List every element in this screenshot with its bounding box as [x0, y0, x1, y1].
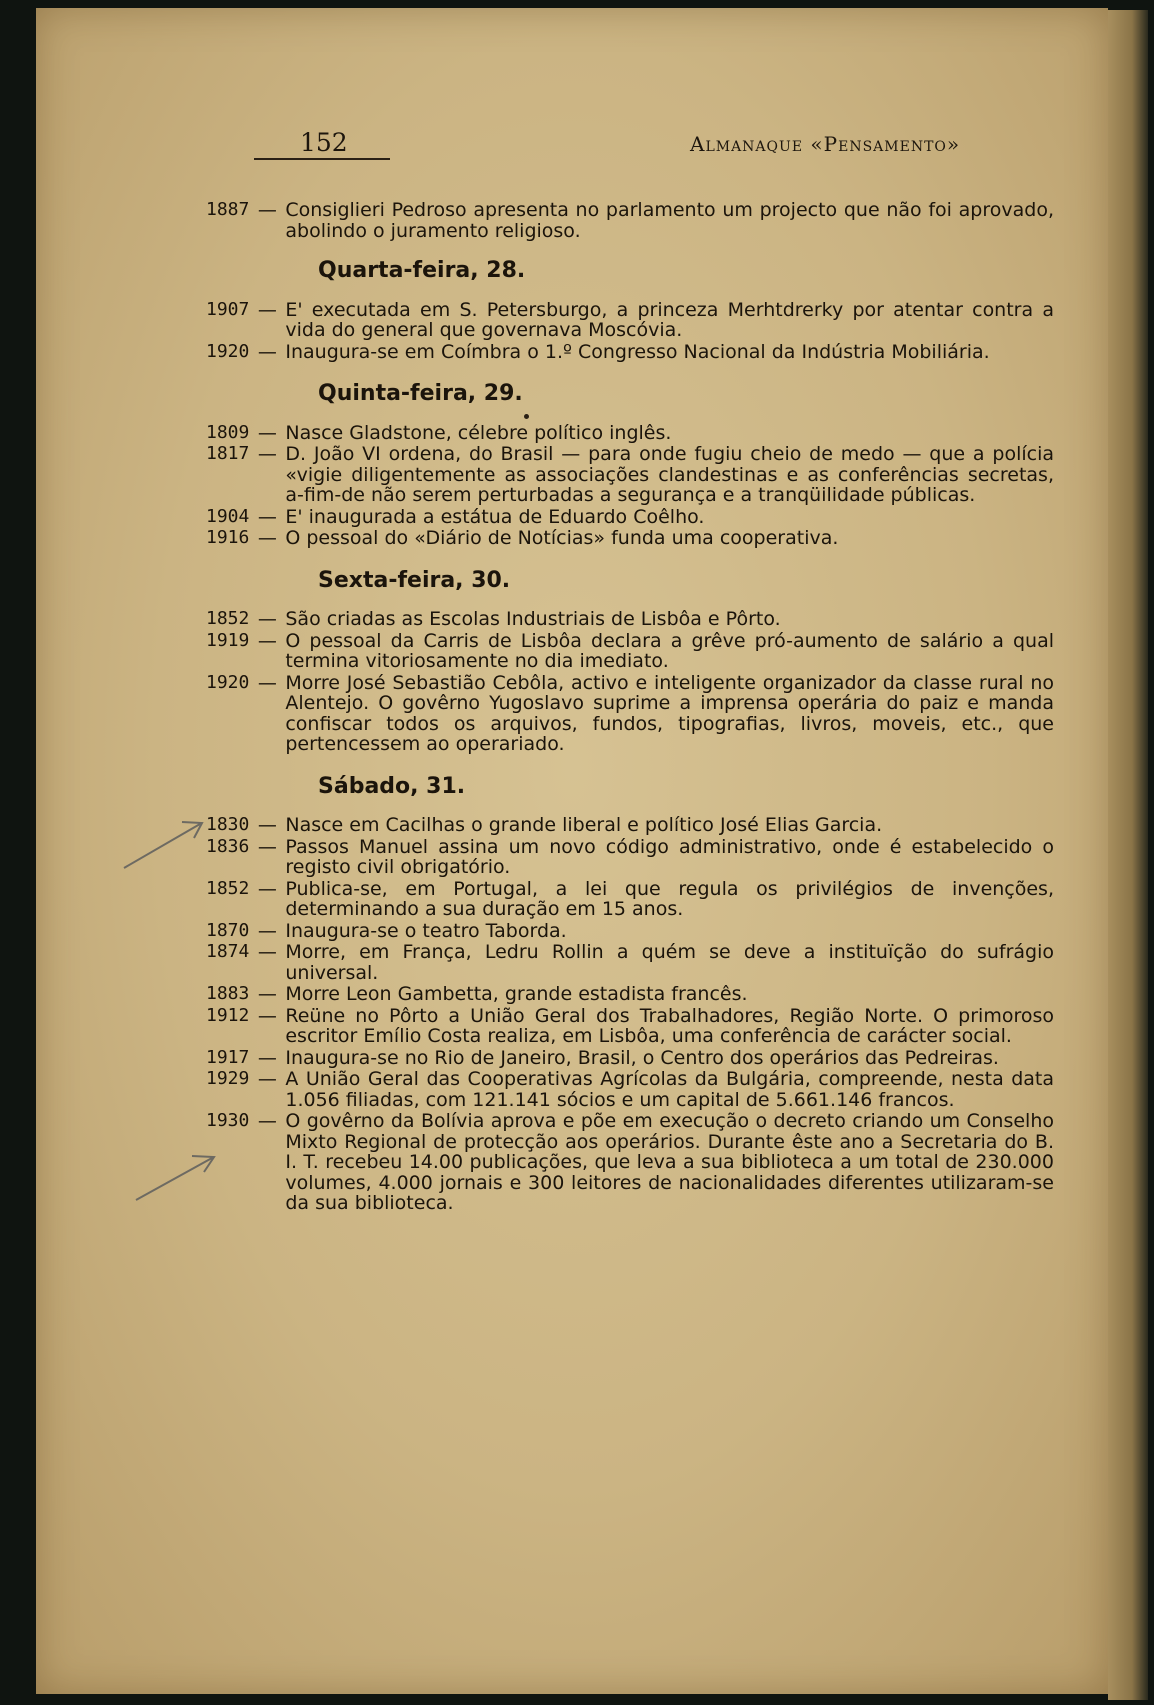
entry-dash: — — [257, 298, 277, 321]
almanac-content — [206, 200, 1054, 1215]
book-page — [36, 8, 1108, 1694]
entry-text: Nasce em Cacilhas o grande liberal e político José Elias Garcia. — [285, 814, 883, 836]
entry-dash: — — [257, 814, 277, 836]
entry-text: Inaugura-se em Coímbra o 1.º Congresso Nacional da Indústria Mobiliária. — [285, 340, 990, 363]
almanac-entry — [206, 609, 1054, 630]
almanac-entry — [206, 423, 1054, 444]
entry-dash: — — [257, 1110, 277, 1132]
almanac-entry — [206, 815, 1054, 836]
entry-year: 1916 — [206, 527, 250, 548]
entry-year: 1907 — [206, 298, 250, 320]
entry-text: A União Geral das Cooperativas Agrícolas da Bulgária, compreende, nesta data 1.056 filiadas, com 121.141 sócios e um capital de 5.661.146 francos. — [285, 1068, 1054, 1111]
entry-text: Morre José Sebastião Cebôla, activo e inteligente organizador da classe rural no Alentejo. O govêrno Yugoslavo suprime a imprensa operária do paiz e manda confiscar todos os arquivos, fundos, tipografias, livros, moveis, etc., que pertencessem ao operariado. — [285, 671, 1054, 755]
entry-dash: — — [257, 421, 277, 444]
almanac-entry — [206, 300, 1054, 341]
entry-dash: — — [257, 608, 277, 630]
entry-year: 1852 — [206, 608, 250, 629]
entry-year: 1920 — [206, 671, 250, 693]
entry-year: 1874 — [206, 941, 250, 962]
almanac-entry — [206, 673, 1054, 755]
page-number-rule — [254, 158, 390, 160]
entry-year: 1919 — [206, 629, 250, 651]
entry-year: 1904 — [206, 505, 250, 527]
entry-dash: — — [257, 941, 277, 963]
entry-year: 1870 — [206, 919, 250, 941]
entry-text: E' inaugurada a estátua de Eduardo Coêlho. — [285, 505, 705, 528]
pencil-arrow-mark — [120, 816, 210, 876]
entry-dash: — — [257, 629, 277, 652]
entry-year: 1917 — [206, 1046, 250, 1068]
almanac-entry — [206, 1111, 1054, 1214]
almanac-entry — [206, 631, 1054, 672]
almanac-entry — [206, 879, 1054, 920]
entry-text: São criadas as Escolas Industriais de Lisbôa e Pôrto. — [285, 608, 781, 630]
entry-text: Morre Leon Gambetta, grande estadista francês. — [285, 983, 748, 1005]
entry-year: 1809 — [206, 421, 250, 443]
almanac-entry — [206, 984, 1054, 1005]
entry-dash: — — [257, 527, 277, 549]
page-edge — [1108, 10, 1148, 1700]
entry-text: O govêrno da Bolívia aprova e põe em execução o decreto criando um Conselho Mixto Regional de protecção aos operários. Durante êste ano a Secretaria do B. I. T. recebeu 14.00 publicações, que leva a sua biblioteca a um total de 230.000 volumes, 4.000 jornais e 300 leitores de nacionalidades diferentes utilizaram-se da sua biblioteca. — [285, 1110, 1054, 1214]
almanac-entry — [206, 507, 1054, 528]
entry-text: O pessoal da Carris de Lisbôa declara a grêve pró-aumento de salário a qual termina vitoriosamente no dia imediato. — [285, 629, 1054, 672]
entry-dash: — — [257, 835, 277, 858]
entry-dash: — — [257, 877, 277, 900]
entry-text: Passos Manuel assina um novo código administrativo, onde é estabelecido o registo civil obrigatório. — [285, 835, 1054, 878]
entry-year: 1929 — [206, 1068, 250, 1089]
pencil-arrow-mark — [132, 1148, 222, 1208]
almanac-entry — [206, 1069, 1054, 1110]
almanac-entry — [206, 342, 1054, 363]
day-heading: Quarta-feira, 28. — [318, 258, 526, 283]
page-header — [36, 126, 1108, 166]
entry-year: 1852 — [206, 877, 250, 899]
day-heading: Sexta-feira, 30. — [318, 567, 511, 593]
entry-dash: — — [257, 199, 277, 221]
entry-year: 1887 — [206, 199, 250, 220]
almanac-entry — [206, 837, 1054, 878]
entry-year: 1883 — [206, 983, 250, 1004]
entry-dash: — — [257, 919, 277, 942]
entry-year: 1912 — [206, 1004, 250, 1026]
almanac-entry — [206, 444, 1054, 506]
almanac-entry — [206, 200, 1054, 241]
day-heading: Sábado, 31. — [318, 773, 466, 799]
running-title: Almanaque «Pensamento» — [690, 132, 961, 156]
entry-dash: — — [257, 983, 277, 1005]
entry-text: Inaugura-se no Rio de Janeiro, Brasil, o Centro dos operários das Pedreiras. — [285, 1046, 999, 1069]
entry-dash: — — [257, 505, 277, 528]
entry-text: E' executada em S. Petersburgo, a princeza Merhtdrerky por atentar contra a vida do general que governava Moscóvia. — [285, 298, 1054, 341]
entry-text: Reüne no Pôrto a União Geral dos Trabalhadores, Região Norte. O primoroso escritor Emílio Costa realiza, em Lisbôa, uma conferência de carácter social. — [285, 1004, 1054, 1047]
almanac-entry — [206, 921, 1054, 942]
almanac-entry — [206, 942, 1054, 983]
entry-text: Inaugura-se o teatro Taborda. — [285, 919, 567, 942]
entry-text: Publica-se, em Portugal, a lei que regula os privilégios de invenções, determinando a sua duração em 15 anos. — [285, 877, 1054, 920]
entry-text: Consiglieri Pedroso apresenta no parlamento um projecto que não foi aprovado, abolindo o juramento religioso. — [285, 199, 1054, 242]
day-heading: Quinta-feira, 29. — [318, 381, 523, 406]
almanac-entry — [206, 1048, 1054, 1069]
almanac-entry — [206, 1006, 1054, 1047]
entry-year: 1817 — [206, 443, 250, 464]
entry-year: 1930 — [206, 1110, 250, 1131]
entry-text: Morre, em França, Ledru Rollin a quém se deve a instituïção do sufrágio universal. — [285, 941, 1054, 984]
entry-dash: — — [257, 1004, 277, 1027]
entry-dash: — — [257, 1046, 277, 1069]
entry-dash: — — [257, 443, 277, 465]
page-number: 152 — [300, 128, 348, 157]
entry-text: Nasce Gladstone, célebre político inglês. — [285, 421, 672, 444]
entry-year: 1836 — [206, 835, 250, 857]
ink-dot — [524, 414, 529, 419]
entry-dash: — — [257, 340, 277, 363]
entry-text: D. João VI ordena, do Brasil — para onde fugiu cheio de medo — que a polícia «vigie diligentemente as associações clandestinas e as conferências secretas, a-fim-de não serem perturbadas a segurança e a tranqüilidade públicas. — [285, 443, 1054, 506]
entry-text: O pessoal do «Diário de Notícias» funda uma cooperativa. — [285, 527, 839, 549]
almanac-entry — [206, 528, 1054, 549]
entry-dash: — — [257, 1068, 277, 1090]
entry-year: 1920 — [206, 340, 250, 362]
entry-dash: — — [257, 671, 277, 694]
entry-year: 1830 — [206, 814, 250, 835]
